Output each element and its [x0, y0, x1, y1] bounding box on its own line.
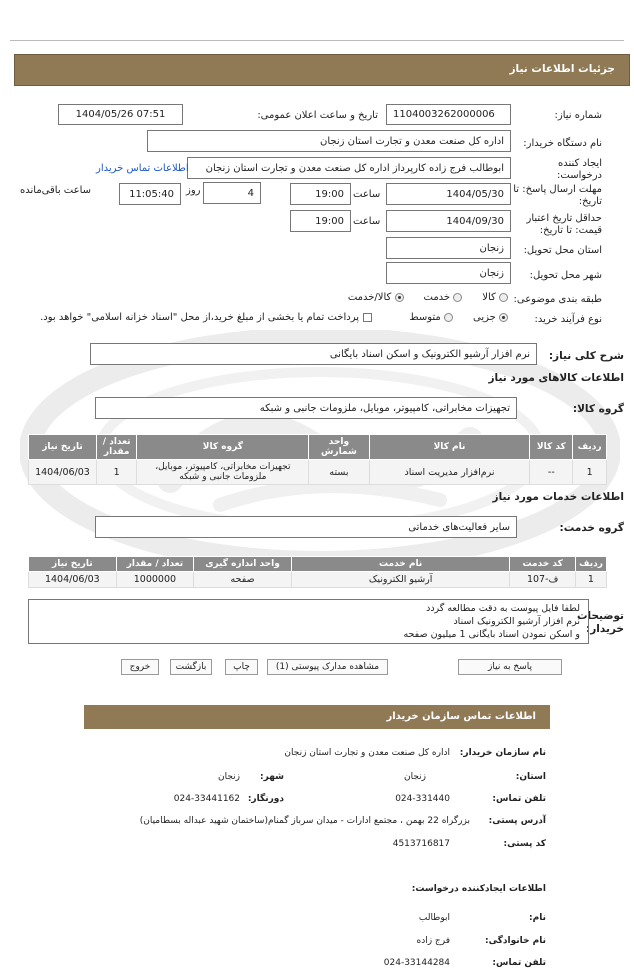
col-date: تاریخ نیاز — [29, 557, 117, 572]
contact-province-label: استان: — [515, 772, 546, 782]
need-number-label: شماره نیاز: — [554, 110, 602, 121]
cell-unit: بسته — [309, 460, 369, 485]
validity-date-field: 1404/09/30 — [386, 210, 511, 232]
goods-table-header — [29, 435, 607, 460]
notes-line-1: لطفا فایل پیوست به دقت مطالعه گردد — [426, 603, 580, 614]
contact-fax: 024-33441162 — [173, 794, 240, 804]
services-table-header — [29, 557, 607, 572]
notes-line-2: نرم افزار آرشیو الکترونیک اسناد — [453, 616, 580, 627]
city-field: زنجان — [386, 262, 511, 284]
creator-phone: 024-33144284 — [383, 958, 450, 968]
services-section-title: اطلاعات خدمات مورد نیاز — [492, 491, 624, 503]
contact-province: زنجان — [403, 772, 426, 782]
reply-date-field: 1404/05/30 — [386, 183, 511, 205]
goods-group-field: تجهیزات مخابراتی، کامپیوتر، موبایل، ملزومات جانبی و شبکه — [95, 397, 517, 419]
creator-family: فرج زاده — [416, 936, 450, 946]
need-number-field: 1104003262000006 — [386, 104, 511, 125]
goods-group-label: گروه کالا: — [572, 403, 624, 415]
buyer-org-field: اداره کل صنعت معدن و تجارت استان زنجان — [147, 130, 511, 152]
validity-label-2: قیمت: تا تاریخ: — [539, 225, 602, 236]
cell-date: 1404/06/03 — [29, 460, 97, 485]
creator-label-1: ایجاد کننده — [558, 158, 602, 169]
contact-phone-label: تلفن تماس: — [492, 794, 546, 804]
col-code: کد کالا — [530, 435, 573, 460]
creator-family-label: نام خانوادگی: — [484, 936, 546, 946]
contact-fax-label: دورنگار: — [247, 794, 284, 804]
contact-address-label: آدرس پستی: — [488, 816, 546, 826]
radio-icon[interactable] — [444, 313, 453, 322]
table-row — [29, 572, 607, 588]
announce-field: 1404/05/26 07:51 — [58, 104, 183, 125]
city-label: شهر محل تحویل: — [529, 270, 602, 281]
contact-address: بزرگراه 22 بهمن ، مجتمع ادارات - میدان سرباز گمنام(ساختمان شهید عبداله بسطامیان) — [139, 816, 470, 826]
creator-name-label: نام: — [529, 913, 546, 923]
remaining-label: ساعت باقی‌مانده — [20, 185, 92, 196]
header-panel — [14, 54, 630, 86]
contact-city: زنجان — [217, 772, 240, 782]
contact-postal: 4513716817 — [392, 839, 450, 849]
category-goods-option[interactable]: کالا — [482, 292, 508, 303]
payment-checkbox-row — [40, 312, 372, 323]
process-radio-group — [409, 312, 508, 323]
col-code: کد خدمت — [510, 557, 575, 572]
validity-time-label: ساعت — [353, 216, 381, 227]
creator-field: ابوطالب فرج زاده کارپرداز اداره کل صنعت معدن و تجارت استان زنجان — [187, 157, 511, 179]
col-unit: واحد اندازه گیری — [194, 557, 292, 572]
province-label: استان محل تحویل: — [523, 245, 602, 256]
notes-line-3: و اسکن نمودن اسناد بایگانی 1 میلیون صفحه — [403, 629, 580, 640]
col-qty: تعداد / مقدار — [116, 557, 194, 572]
validity-label-1: حداقل تاریخ اعتبار — [526, 213, 602, 224]
days-label: روز — [186, 185, 201, 196]
radio-icon[interactable] — [499, 293, 508, 302]
notes-label-2: خریدار: — [586, 623, 624, 635]
cell-qty: 1 — [96, 460, 137, 485]
cell-date: 1404/06/03 — [29, 572, 117, 588]
cell-row: 1 — [573, 460, 607, 485]
col-row: ردیف — [575, 557, 606, 572]
creator-name: ابوطالب — [418, 913, 450, 923]
cell-qty: 1000000 — [116, 572, 194, 588]
back-button[interactable]: بازگشت — [170, 659, 212, 675]
buyer-org-label: نام دستگاه خریدار: — [523, 138, 602, 149]
notes-label-1: توضیحات — [576, 610, 624, 622]
creator-info-title: اطلاعات ایجادکننده درخواست: — [411, 884, 546, 894]
contact-org-label: نام سازمان خریدار: — [459, 748, 546, 758]
services-table — [28, 556, 607, 588]
page-title: جزئیات اطلاعات نیاز — [509, 63, 615, 75]
payment-checkbox[interactable] — [363, 313, 372, 322]
goods-section-title: اطلاعات کالاهای مورد نیاز — [488, 372, 624, 384]
col-unit: واحد شمارش — [309, 435, 369, 460]
reply-time-field: 19:00 — [290, 183, 351, 205]
col-group: گروه کالا — [137, 435, 309, 460]
creator-phone-label: تلفن تماس: — [492, 958, 546, 968]
col-name: نام کالا — [369, 435, 530, 460]
category-service-option[interactable]: خدمت — [424, 292, 463, 303]
validity-time-field: 19:00 — [290, 210, 351, 232]
table-row — [29, 460, 607, 485]
col-row: ردیف — [573, 435, 607, 460]
col-name: نام خدمت — [291, 557, 510, 572]
process-minor-option[interactable]: جزیی — [473, 312, 508, 323]
contact-title: اطلاعات تماس سازمان خریدار — [386, 711, 536, 722]
process-label: نوع فرآیند خرید: — [534, 314, 602, 325]
payment-note: پرداخت تمام یا بخشی از مبلغ خرید،از محل "اسناد خزانه اسلامی" خواهد بود. — [40, 312, 359, 323]
cell-group: تجهیزات مخابراتی، کامپیوتر، موبایل، ملزومات جانبی و شبکه — [137, 460, 309, 485]
process-medium-option[interactable]: متوسط — [409, 312, 453, 323]
radio-selected-icon[interactable] — [499, 313, 508, 322]
services-group-label: گروه خدمت: — [559, 522, 624, 534]
remaining-time-field: 11:05:40 — [119, 183, 181, 205]
buyer-contact-link[interactable]: اطلاعات تماس خریدار — [96, 163, 189, 174]
province-field: زنجان — [386, 237, 511, 259]
radio-selected-icon[interactable] — [395, 293, 404, 302]
cell-unit: صفحه — [194, 572, 292, 588]
reply-deadline-label-2: تاریخ: — [578, 196, 602, 207]
cell-name: نرم‌افزار مدیریت اسناد — [369, 460, 530, 485]
category-both-option[interactable]: کالا/خدمت — [348, 292, 404, 303]
reply-button[interactable]: پاسخ به نیاز — [458, 659, 562, 675]
contact-org: اداره کل صنعت معدن و تجارت استان زنجان — [284, 748, 450, 758]
col-qty: تعداد / مقدار — [96, 435, 137, 460]
notes-box — [28, 599, 589, 644]
exit-button[interactable]: خروج — [121, 659, 159, 675]
creator-label-2: درخواست: — [557, 170, 602, 181]
radio-icon[interactable] — [453, 293, 462, 302]
category-radio-group — [348, 292, 508, 303]
goods-table — [28, 434, 607, 485]
cell-row: 1 — [575, 572, 606, 588]
contact-city-label: شهر: — [260, 772, 284, 782]
days-field: 4 — [203, 182, 261, 204]
cell-code: ف-107 — [510, 572, 575, 588]
contact-panel — [84, 705, 550, 729]
contact-postal-label: کد پستی: — [503, 839, 546, 849]
category-label: طبقه بندی موضوعی: — [513, 294, 602, 305]
cell-code: -- — [530, 460, 573, 485]
summary-label: شرح کلی نیاز: — [548, 350, 624, 362]
contact-phone: 024-331440 — [395, 794, 450, 804]
cell-name: آرشیو الکترونیک — [291, 572, 510, 588]
attachments-button[interactable]: مشاهده مدارک پیوستی (1) — [267, 659, 388, 675]
top-divider — [10, 40, 624, 41]
reply-deadline-label-1: مهلت ارسال پاسخ: تا — [513, 184, 602, 195]
services-group-field: سایر فعالیت‌های خدماتی — [95, 516, 517, 538]
summary-field: نرم افزار آرشیو الکترونیک و اسکن اسناد بایگانی — [90, 343, 537, 365]
announce-label: تاریخ و ساعت اعلان عمومی: — [257, 110, 378, 121]
reply-time-label: ساعت — [353, 189, 381, 200]
print-button[interactable]: چاپ — [225, 659, 258, 675]
col-date: تاریخ نیاز — [29, 435, 97, 460]
